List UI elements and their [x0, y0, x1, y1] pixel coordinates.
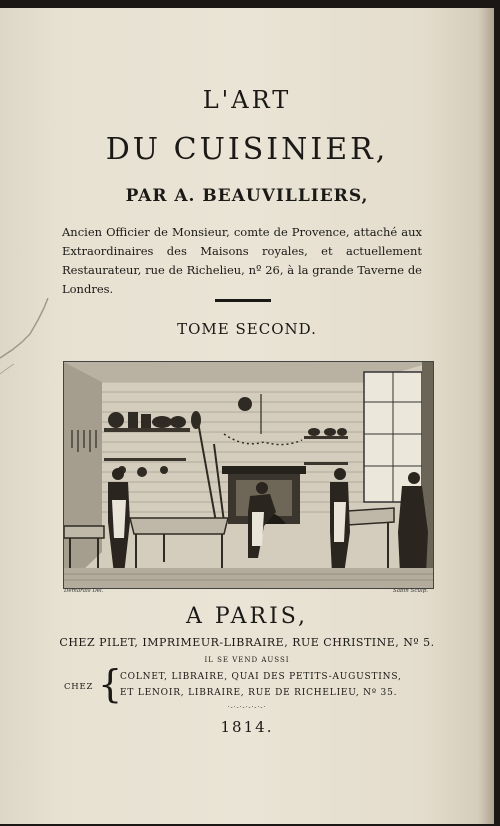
chez-label: CHEZ: [64, 682, 94, 692]
vendor-line-2: ET LENOIR, LIBRAIRE, RUE DE RICHELIEU, Nº 35.: [120, 688, 398, 698]
divider-rule: [215, 299, 271, 302]
title-line-2: DU CUISINIER,: [105, 132, 389, 167]
also-sold-label: IL SE VEND AUSSI: [204, 656, 290, 664]
publication-year: 1814.: [220, 718, 274, 736]
page-tear: [0, 298, 60, 388]
vendor-line-1: COLNET, LIBRAIRE, QUAI DES PETITS-AUGUSTINS,: [120, 672, 402, 682]
engraving-credit-right: Sabin Sculp.: [392, 588, 428, 594]
ornament-rule: ·-·-·-·-·-·-·: [227, 704, 267, 711]
book-page: [0, 8, 494, 824]
author-description: Ancien Officier de Monsieur, comte de Provence, attaché aux Extraordinaires des Maisons royales, et actuellement Restaurateur, rue de Richelieu, nº 26, à la grande Taverne de Londres.: [62, 225, 422, 296]
author: PAR A. BEAUVILLIERS,: [125, 186, 369, 206]
brace-glyph: {: [98, 662, 123, 706]
printer-line: CHEZ PILET, IMPRIMEUR-LIBRAIRE, RUE CHRISTINE, Nº 5.: [59, 636, 435, 649]
engraving-credit-left: Demarais Del.: [64, 588, 104, 594]
kitchen-engraving: [63, 361, 434, 589]
publication-place: A PARIS,: [185, 604, 309, 629]
page-edge-shadow: [478, 8, 494, 824]
volume-label: TOME SECOND.: [177, 320, 317, 338]
title-line-1: L'ART: [202, 86, 292, 114]
